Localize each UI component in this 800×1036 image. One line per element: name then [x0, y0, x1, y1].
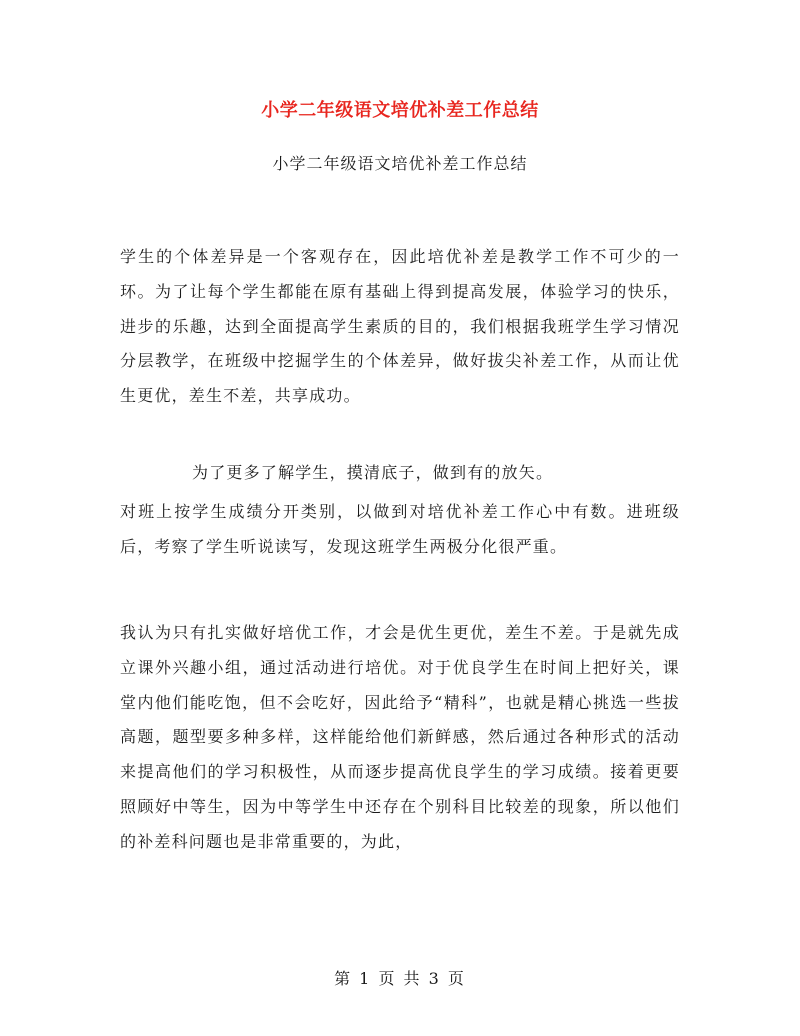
paragraph-1: 学生的个体差异是一个客观存在，因此培优补差是教学工作不可少的一环。为了让每个学生都能在原有基础上得到提高发展，体验学习的快乐，进步的乐趣，达到全面提高学生素质的目的，我们根据我班学生学习情况分层教学，在班级中挖掘学生的个体差异，做好拔尖补差工作，从而让优生更优，差生不差，共享成功。: [120, 247, 680, 406]
document-subtitle: 小学二年级语文培优补差工作总结: [272, 154, 528, 173]
paragraph-2-body: 对班上按学生成绩分开类别，以做到对培优补差工作心中有数。进班级后，考察了学生听说读写，发现这班学生两极分化很严重。: [120, 502, 680, 556]
page-number-label: 第 1 页 共 3 页: [334, 969, 466, 988]
page-number-footer: [0, 966, 800, 989]
document-title: 小学二年级语文培优补差工作总结: [261, 100, 539, 121]
paragraph-3: 我认为只有扎实做好培优工作，才会是优生更优，差生不差。于是就先成立课外兴趣小组，通过活动进行培优。对于优良学生在时间上把好关，课堂内他们能吃饱，但不会吃好，因此给予“精科”，也就是精心挑选一些拔高题，题型要多种多样，这样能给他们新鲜感，然后通过各种形式的活动来提高他们的学习积极性，从而逐步提高优良学生的学习成绩。接着更要照顾好中等生，因为中等学生中还存在个别科目比较差的现象，所以他们的补差科问题也是非常重要的，为此，: [120, 623, 680, 851]
paragraph-2: [120, 462, 680, 565]
paragraph-2-lead: 为了更多了解学生，摸清底子，做到有的放矢。: [192, 463, 554, 482]
